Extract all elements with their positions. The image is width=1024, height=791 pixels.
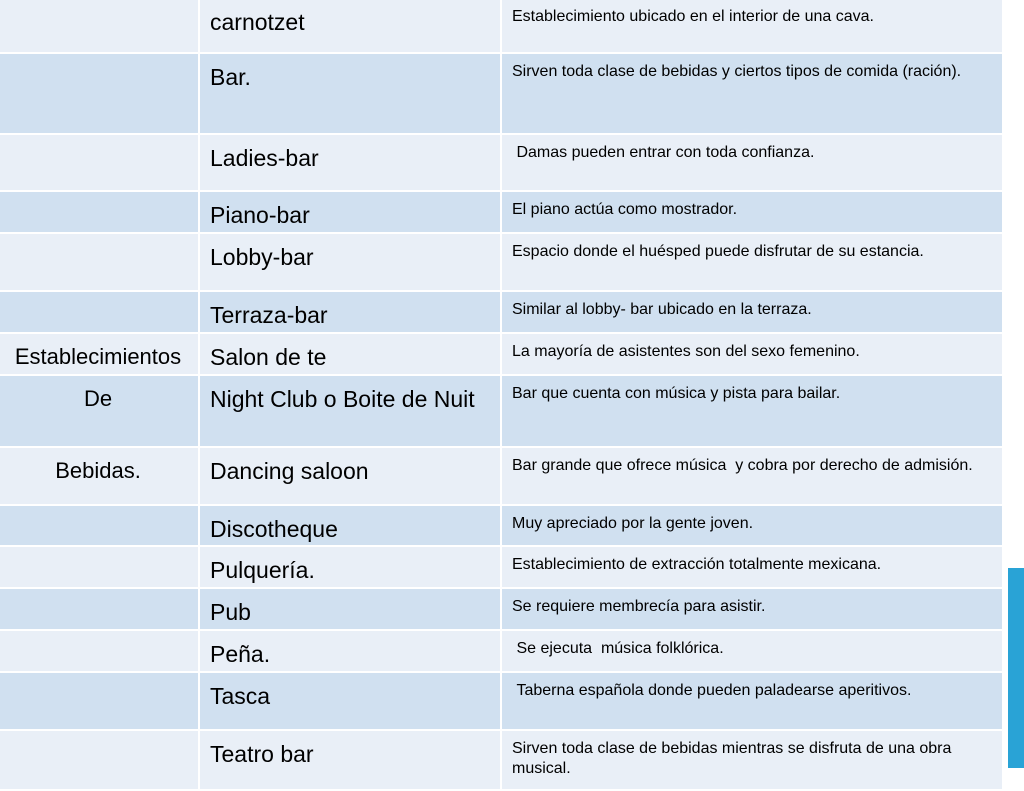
category-cell xyxy=(0,505,199,546)
establishment-description: Espacio donde el huésped puede disfrutar de su estancia. xyxy=(501,233,1003,291)
table-row xyxy=(0,375,1003,447)
table-row xyxy=(0,0,1003,53)
table-row xyxy=(0,191,1003,233)
establishment-description: Bar grande que ofrece música y cobra por derecho de admisión. xyxy=(501,447,1003,505)
table-row xyxy=(0,291,1003,333)
category-cell xyxy=(0,291,199,333)
table-row xyxy=(0,333,1003,375)
category-cell: Bebidas. xyxy=(0,447,199,505)
establishment-name: Pub xyxy=(199,588,501,630)
table-row xyxy=(0,630,1003,672)
establishment-description: Sirven toda clase de bebidas y ciertos tipos de comida (ración). xyxy=(501,53,1003,134)
establishment-name: Teatro bar xyxy=(199,730,501,790)
category-cell xyxy=(0,630,199,672)
establishment-description: La mayoría de asistentes son del sexo femenino. xyxy=(501,333,1003,375)
table-row xyxy=(0,588,1003,630)
establishment-description: Damas pueden entrar con toda confianza. xyxy=(501,134,1003,191)
category-cell xyxy=(0,588,199,630)
establishment-name: Tasca xyxy=(199,672,501,730)
establishment-description: Bar que cuenta con música y pista para bailar. xyxy=(501,375,1003,447)
table-row xyxy=(0,672,1003,730)
establishment-name: Salon de te xyxy=(199,333,501,375)
table-row xyxy=(0,505,1003,546)
table-row xyxy=(0,53,1003,134)
category-cell xyxy=(0,191,199,233)
establishment-description: Taberna española donde pueden paladearse aperitivos. xyxy=(501,672,1003,730)
table-row xyxy=(0,233,1003,291)
category-cell xyxy=(0,233,199,291)
establishment-description: El piano actúa como mostrador. xyxy=(501,191,1003,233)
category-cell xyxy=(0,672,199,730)
establishment-description: Se ejecuta música folklórica. xyxy=(501,630,1003,672)
establishment-name: Terraza-bar xyxy=(199,291,501,333)
establishment-description: Establecimiento de extracción totalmente mexicana. xyxy=(501,546,1003,588)
category-cell xyxy=(0,134,199,191)
establishment-name: Piano-bar xyxy=(199,191,501,233)
establishment-name: Pulquería. xyxy=(199,546,501,588)
table-row xyxy=(0,134,1003,191)
establishment-description: Establecimiento ubicado en el interior de una cava. xyxy=(501,0,1003,53)
establishment-name: Bar. xyxy=(199,53,501,134)
establishment-description: Muy apreciado por la gente joven. xyxy=(501,505,1003,546)
establishment-description: Sirven toda clase de bebidas mientras se disfruta de una obra musical. xyxy=(501,730,1003,790)
table-row xyxy=(0,730,1003,790)
table-row xyxy=(0,546,1003,588)
establishment-name: carnotzet xyxy=(199,0,501,53)
establishment-description: Se requiere membrecía para asistir. xyxy=(501,588,1003,630)
establishment-name: Dancing saloon xyxy=(199,447,501,505)
establishment-name: Ladies-bar xyxy=(199,134,501,191)
establishment-name: Night Club o Boite de Nuit xyxy=(199,375,501,447)
category-cell xyxy=(0,730,199,790)
establishment-name: Lobby-bar xyxy=(199,233,501,291)
establishment-name: Discotheque xyxy=(199,505,501,546)
category-cell xyxy=(0,0,199,53)
category-cell: De xyxy=(0,375,199,447)
establishment-description: Similar al lobby- bar ubicado en la terraza. xyxy=(501,291,1003,333)
category-cell: Establecimientos xyxy=(0,333,199,375)
category-cell xyxy=(0,53,199,134)
table-row xyxy=(0,447,1003,505)
establishment-name: Peña. xyxy=(199,630,501,672)
category-cell xyxy=(0,546,199,588)
accent-bar xyxy=(1008,568,1024,768)
